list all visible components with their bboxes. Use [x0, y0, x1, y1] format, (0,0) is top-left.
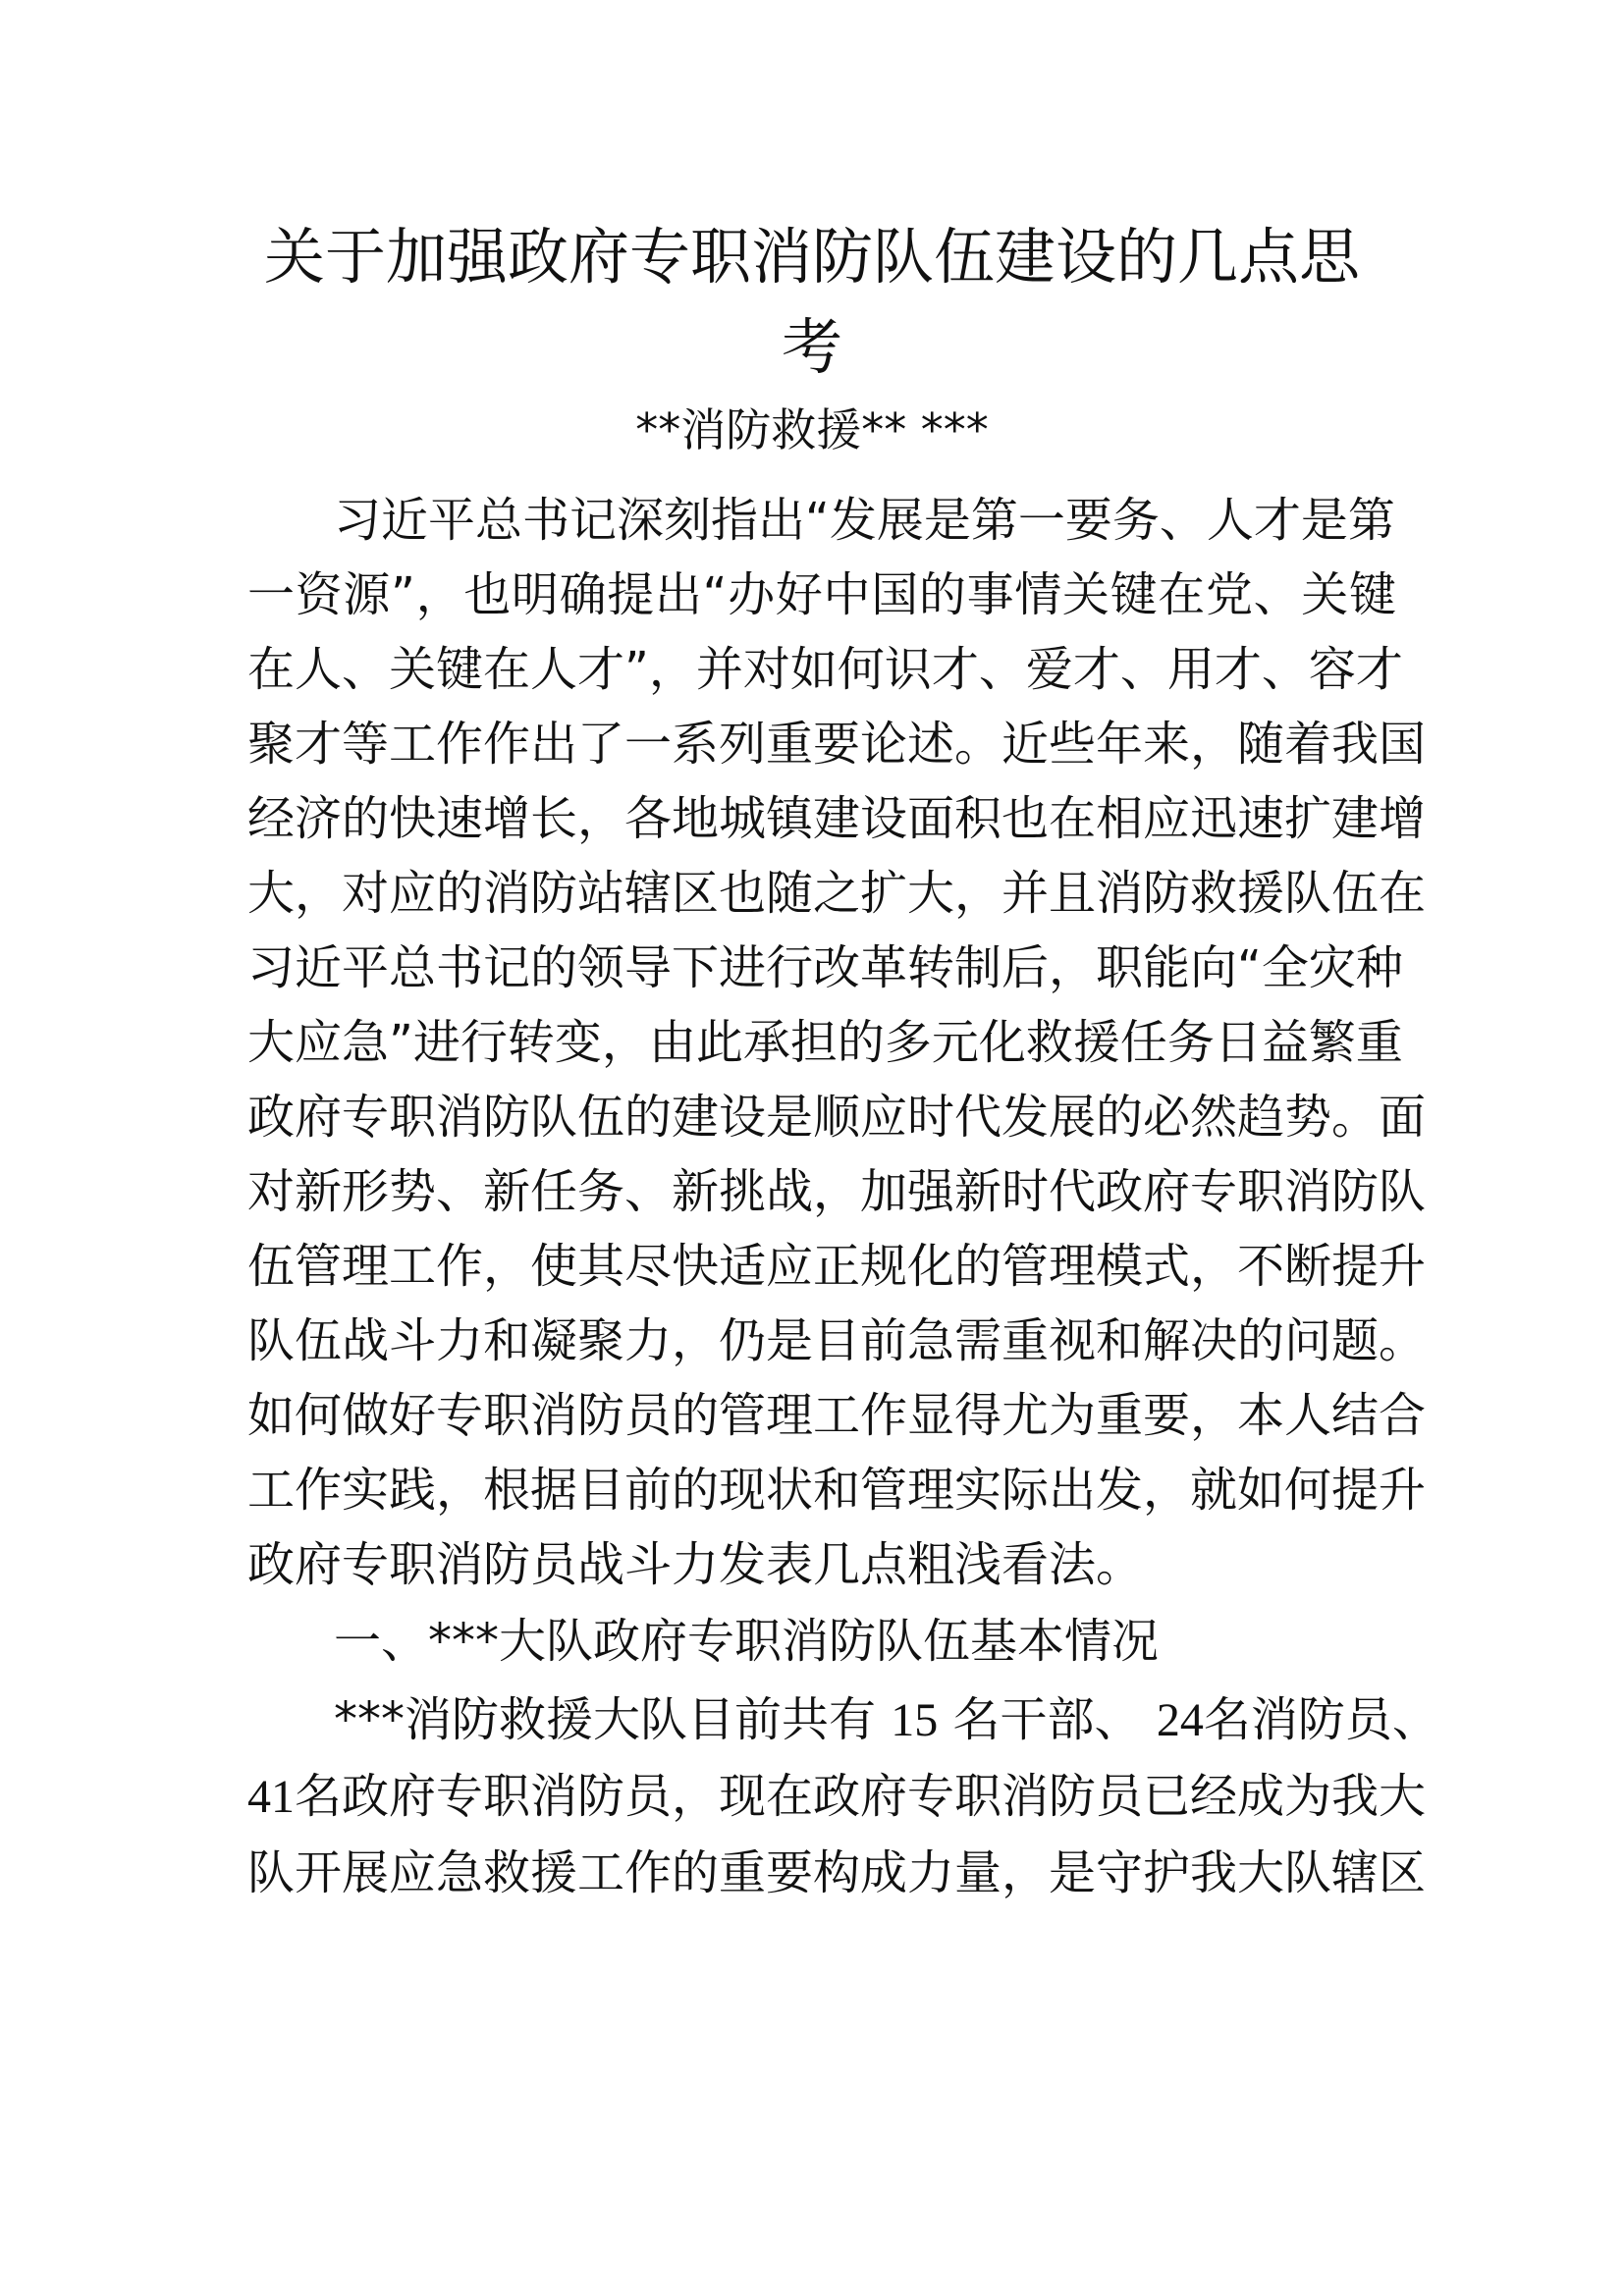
- document-title-line2: 考: [781, 311, 842, 383]
- document-title-line1: 关于加强政府专职消防队伍建设的几点思: [263, 221, 1360, 293]
- paragraph-line: 对新形势、新任务、新挑战，加强新时代政府专职消防队: [247, 1164, 1427, 1219]
- paragraph-line: 如何做好专职消防员的管理工作显得尤为重要，本人结合: [247, 1388, 1427, 1443]
- paragraph-line: 聚才等工作作出了一系列重要论述。近些年来，随着我国: [247, 717, 1427, 772]
- paragraph-line: 习近平总书记的领导下进行改革转制后，职能向“全灾种: [247, 940, 1403, 995]
- paragraph-line: 政府专职消防队伍的建设是顺应时代发展的必然趋势。面: [247, 1090, 1427, 1145]
- paragraph-text: ***消防救援大队目前共有: [334, 1692, 877, 1747]
- paragraph-line: 伍管理工作，使其尽快适应正规化的管理模式，不断提升: [247, 1239, 1427, 1294]
- paragraph-line: 大，对应的消防站辖区也随之扩大，并且消防救援队伍在: [247, 866, 1427, 921]
- paragraph-line: [334, 1690, 1439, 1750]
- paragraph-line: 一资源”，也明确提出“办好中国的事情关键在党、关键: [247, 567, 1396, 622]
- paragraph-line: 习近平总书记深刻指出“发展是第一要务、人才是第: [334, 493, 1395, 548]
- paragraph-line: 经济的快速增长，各地城镇建设面积也在相应迅速扩建增: [247, 791, 1427, 846]
- section-heading: 一、***大队政府专职消防队伍基本情况: [334, 1614, 1160, 1669]
- paragraph-line: 大应急”进行转变，由此承担的多元化救援任务日益繁重: [247, 1015, 1403, 1070]
- paragraph-text: 名干部、: [952, 1692, 1142, 1747]
- paragraph-text: 名消防员、: [1203, 1692, 1439, 1747]
- paragraph-line: [247, 1767, 1427, 1827]
- paragraph-line: 工作实践，根据目前的现状和管理实际出发，就如何提升: [247, 1463, 1427, 1518]
- paragraph-line: 队伍战斗力和凝聚力，仍是目前急需重视和解决的问题。: [247, 1313, 1427, 1368]
- paragraph-line: 在人、关键在人才”，并对如何识才、爱才、用才、容才: [247, 642, 1403, 697]
- count-cadres: 15: [891, 1694, 939, 1746]
- author-line: **消防救援** ***: [635, 403, 989, 456]
- count-professional-firefighters: 41: [247, 1771, 295, 1823]
- count-firefighters: 24: [1156, 1694, 1204, 1746]
- paragraph-text: 名政府专职消防员，现在政府专职消防员已经成为我大: [295, 1769, 1427, 1824]
- paragraph-line: 政府专职消防员战斗力发表几点粗浅看法。: [247, 1537, 1144, 1592]
- paragraph-line: 队开展应急救援工作的重要构成力量，是守护我大队辖区: [247, 1845, 1427, 1900]
